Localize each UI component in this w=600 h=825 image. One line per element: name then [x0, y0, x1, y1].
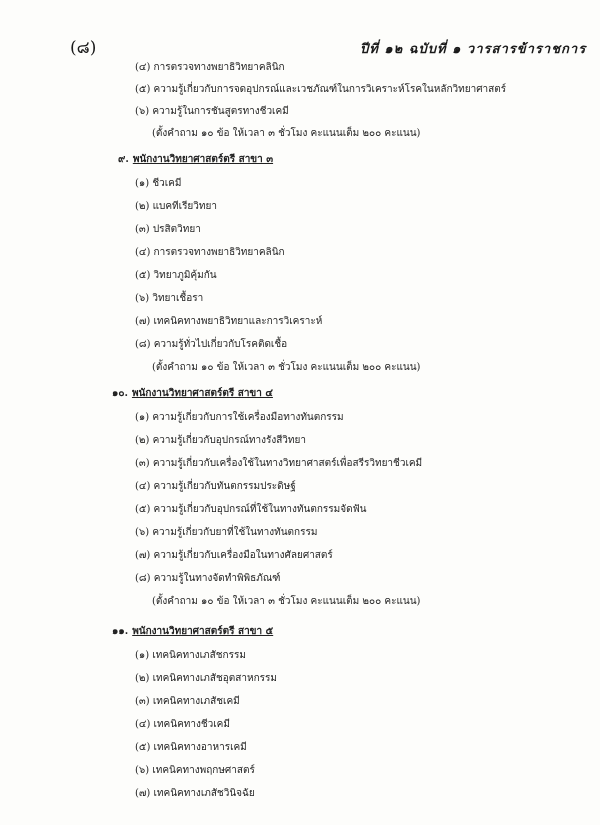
section-title: พนักงานวิทยาศาสตร์ตรี สาขา ๓ — [132, 154, 274, 165]
list-item: (๒) เทคนิคทางเภสัชอุตสาหกรรม — [135, 673, 277, 684]
section-number: ๑๐. — [112, 388, 128, 399]
exam-note: (ตั้งคำถาม ๑๐ ข้อ ให้เวลา ๓ ชั่วโมง คะแนนเต็ม ๒๐๐ คะแนน) — [152, 596, 421, 607]
section-heading — [112, 386, 273, 401]
list-item: (๔) การตรวจทางพยาธิวิทยาคลินิก — [135, 62, 285, 73]
list-item: (๖) ความรู้ในการชันสูตรทางชีวเคมี — [135, 106, 289, 117]
section-heading — [112, 624, 273, 639]
list-item: (๕) เทคนิคทางอาหารเคมี — [135, 742, 247, 753]
list-item: (๑) ชีวเคมี — [135, 178, 182, 189]
list-item: (๑) เทคนิคทางเภสัชกรรม — [135, 650, 246, 661]
section-number: ๙. — [118, 154, 129, 165]
list-item: (๗) เทคนิคทางเภสัชวินิจฉัย — [135, 788, 255, 799]
section-title: พนักงานวิทยาศาสตร์ตรี สาขา ๕ — [132, 626, 274, 637]
list-item: (๗) เทคนิคทางพยาธิวิทยาและการวิเคราะห์ — [135, 316, 323, 327]
list-item: (๕) ความรู้เกี่ยวกับการจดอุปกรณ์และเวชภัณฑ์ในการวิเคราะห์โรคในหลักวิทยาศาสตร์ — [135, 84, 507, 95]
list-item: (๖) ความรู้เกี่ยวกับยาที่ใช้ในทางทันตกรรม — [135, 527, 318, 538]
section-heading — [118, 152, 273, 167]
list-item: (๘) ความรู้ทั่วไปเกี่ยวกับโรคติดเชื้อ — [135, 339, 288, 350]
section-title: พนักงานวิทยาศาสตร์ตรี สาขา ๔ — [131, 388, 273, 399]
list-item: (๑) ความรู้เกี่ยวกับการใช้เครื่องมือทางทันตกรรม — [135, 412, 344, 423]
running-header: ปีที่ ๑๒ ฉบับที่ ๑ วารสารข้าราชการ — [360, 42, 587, 57]
list-item: (๗) ความรู้เกี่ยวกับเครื่องมือในทางศัลยศาสตร์ — [135, 550, 333, 561]
list-item: (๔) เทคนิคทางชีวเคมี — [135, 719, 230, 730]
list-item: (๓) เทคนิคทางเภสัชเคมี — [135, 696, 240, 707]
list-item: (๓) ความรู้เกี่ยวกับเครื่องใช้ในทางวิทยาศาสตร์เพื่อสรีรวิทยาชีวเคมี — [135, 458, 423, 469]
section-number: ๑๑. — [112, 626, 129, 637]
exam-note: (ตั้งคำถาม ๑๐ ข้อ ให้เวลา ๓ ชั่วโมง คะแนนเต็ม ๒๐๐ คะแนน) — [152, 362, 421, 373]
page-number: (๘) — [70, 38, 97, 58]
list-item: (๕) วิทยาภูมิคุ้มกัน — [135, 270, 217, 281]
list-item: (๒) แบคทีเรียวิทยา — [135, 201, 217, 212]
list-item: (๘) ความรู้ในทางจัดทำพิพิธภัณฑ์ — [135, 573, 281, 584]
list-item: (๔) การตรวจทางพยาธิวิทยาคลินิก — [135, 247, 285, 258]
list-item: (๒) ความรู้เกี่ยวกับอุปกรณ์ทางรังสีวิทยา — [135, 435, 306, 446]
list-item: (๖) วิทยาเชื้อรา — [135, 293, 204, 304]
list-item: (๕) ความรู้เกี่ยวกับอุปกรณ์ที่ใช้ในทางทันตกรรมจัดฟัน — [135, 504, 367, 515]
exam-note: (ตั้งคำถาม ๑๐ ข้อ ให้เวลา ๓ ชั่วโมง คะแนนเต็ม ๒๐๐ คะแนน) — [152, 128, 421, 139]
list-item: (๖) เทคนิคทางพฤกษศาสตร์ — [135, 765, 255, 776]
list-item: (๔) ความรู้เกี่ยวกับทันตกรรมประดิษฐ์ — [135, 481, 296, 492]
list-item: (๓) ปรสิตวิทยา — [135, 224, 201, 235]
